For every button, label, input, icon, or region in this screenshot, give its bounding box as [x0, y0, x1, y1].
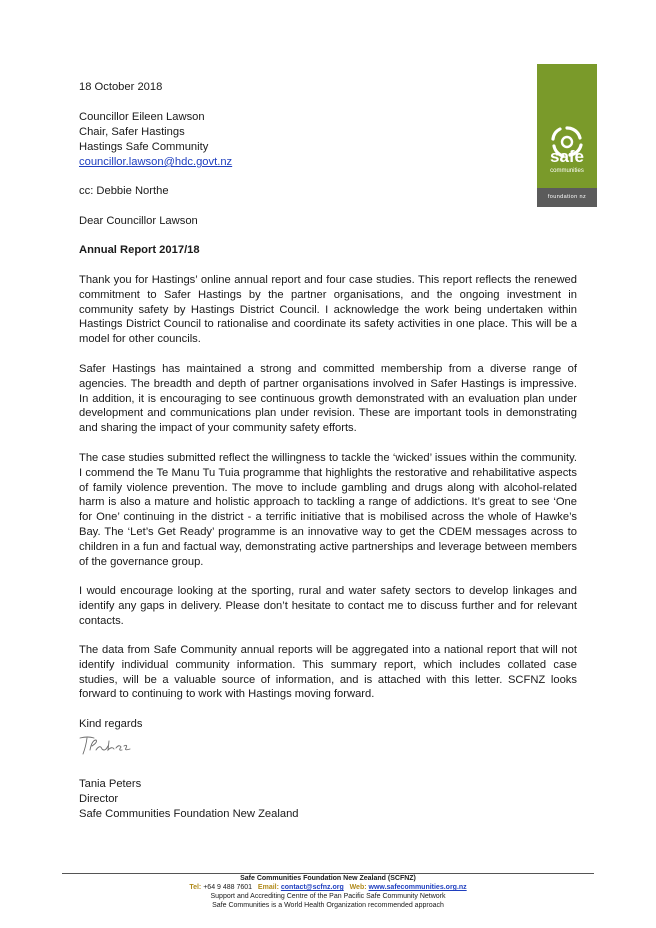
cc-line: cc: Debbie Northe — [79, 185, 169, 197]
footer-email-label: Email: — [257, 884, 279, 891]
sender-name: Tania Peters — [79, 778, 142, 790]
logo-bar: foundation nz — [537, 188, 597, 207]
recipient-role: Chair, Safer Hastings — [79, 126, 185, 138]
footer-tel: +64 9 488 7601 — [203, 884, 253, 891]
subject-heading: Annual Report 2017/18 — [79, 244, 200, 256]
signature-image — [78, 732, 138, 760]
closing: Kind regards — [79, 718, 143, 730]
logo-word: safe — [549, 147, 585, 166]
recipient-email-link[interactable]: councillor.lawson@hdc.govt.nz — [79, 156, 233, 168]
paragraph-1: Thank you for Hastings’ online annual report and four case studies. This report reflects the renewed commitment to Safer Hastings by the partner organisations, and the ongoing investment in community safety by Hastings District Council. I acknowledge the work being undertaken within Hastings District Council to rationalise and coordinate its safety activities in one place. This will be a model for other councils. — [79, 274, 577, 346]
footer-line4: Safe Communities is a World Health Organization recommended approach — [212, 902, 444, 909]
letter-date: 18 October 2018 — [79, 81, 163, 93]
footer-email-link[interactable]: contact@scfnz.org — [280, 884, 344, 891]
paragraph-3: The case studies submitted reflect the willingness to tackle the ‘wicked’ issues within the community. I commend the Te Manu Tu Tuia programme that highlights the restorative and rehabilitative aspects of family violence prevention. The move to include gambling and drugs along with alcohol-related harm is also a mature and holistic approach to tackling a range of addictions. It’s great to see ‘One for One’ continuing in the district - a terrific initiative that is mobilised across the whole of Hawke’s Bay. The ‘Let’s Get Ready’ programme is an innovative way to get the CDEM messages across to children in a fun and factual way, demonstrating active partnerships and leverage between members of the governance group. — [79, 452, 577, 568]
salutation: Dear Councillor Lawson — [79, 215, 198, 227]
paragraph-2: Safer Hastings has maintained a strong and committed membership from a diverse range of agencies. The breadth and depth of partner organisations involved in Safer Hastings is impressive. In addition, it is encouraging to see continuous growth demonstrated with an evaluation plan under development and communications plan under revision. These are important tools in demonstrating and sharing the impact of your community safety efforts. — [79, 363, 577, 435]
recipient-name: Councillor Eileen Lawson — [79, 111, 205, 123]
footer-contacts — [62, 883, 594, 892]
sender-org: Safe Communities Foundation New Zealand — [79, 808, 299, 820]
safe-communities-logo — [537, 64, 597, 207]
sender-title: Director — [79, 793, 119, 805]
paragraph-5: The data from Safe Community annual reports will be aggregated into a national report that will not identify individual community information. This summary report, which includes collated case studies, will be a valuable source of information, and is attached with this letter. SCFNZ looks forward to continuing to work with Hastings moving forward. — [79, 644, 577, 701]
logo-sub: communities — [550, 168, 584, 174]
footer-line3: Support and Accrediting Centre of the Pan Pacific Safe Community Network — [210, 893, 446, 900]
footer-tel-label: Tel: — [189, 884, 202, 891]
recipient-org: Hastings Safe Community — [79, 141, 209, 153]
paragraph-4: I would encourage looking at the sporting, rural and water safety sectors to develop linkages and identify any gaps in delivery. Please don’t hesitate to contact me to discuss further and for relevant contacts. — [79, 585, 577, 627]
footer-org: Safe Communities Foundation New Zealand (SCFNZ) — [240, 875, 416, 882]
footer-web-label: Web: — [349, 884, 367, 891]
footer-web-link[interactable]: www.safecommunities.org.nz — [368, 884, 467, 891]
